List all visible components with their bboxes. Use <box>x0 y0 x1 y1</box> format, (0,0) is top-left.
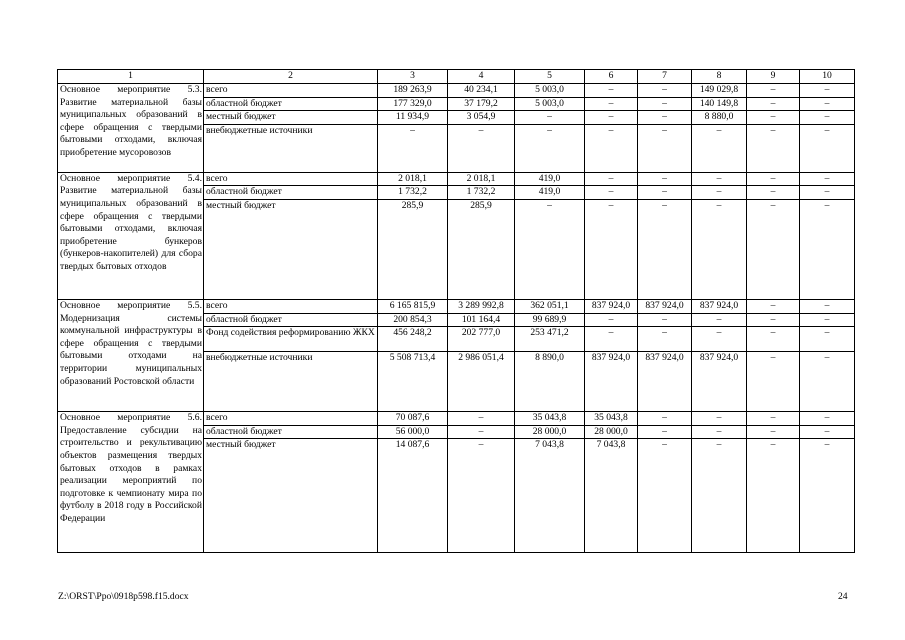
amount-cell: – <box>378 124 448 172</box>
amount-cell: 5 003,0 <box>515 84 585 98</box>
amount-cell: – <box>800 186 855 200</box>
funding-source: местный бюджет <box>204 199 378 299</box>
amount-cell: 837 924,0 <box>585 299 638 313</box>
activity-description: Основное мероприятие 5.3. Развитие материальной базы муниципальных образований в сфере обращения с твердыми бытовыми отходами, включая приобретение мусоровозов <box>58 84 204 173</box>
amount-cell: 14 087,6 <box>378 439 448 553</box>
amount-cell: – <box>800 439 855 553</box>
amount-cell: 362 051,1 <box>515 299 585 313</box>
amount-cell: 200 854,3 <box>378 313 448 327</box>
amount-cell: – <box>638 97 692 111</box>
amount-cell: – <box>800 172 855 186</box>
amount-cell: – <box>747 124 800 172</box>
amount-cell: 253 471,2 <box>515 327 585 352</box>
amount-cell: 5 508 713,4 <box>378 352 448 412</box>
amount-cell: – <box>515 124 585 172</box>
funding-source: областной бюджет <box>204 97 378 111</box>
amount-cell: 285,9 <box>448 199 515 299</box>
amount-cell: – <box>800 327 855 352</box>
funding-source: всего <box>204 84 378 98</box>
header-row <box>58 70 855 84</box>
amount-cell: 35 043,8 <box>515 412 585 426</box>
amount-cell: – <box>800 124 855 172</box>
amount-cell: 419,0 <box>515 172 585 186</box>
footer-page-number: 24 <box>838 591 848 602</box>
amount-cell: – <box>638 84 692 98</box>
amount-cell: 5 003,0 <box>515 97 585 111</box>
amount-cell: – <box>638 111 692 125</box>
column-header: 7 <box>638 70 692 84</box>
amount-cell: 2 986 051,4 <box>448 352 515 412</box>
amount-cell: 177 329,0 <box>378 97 448 111</box>
amount-cell: – <box>747 111 800 125</box>
table-row <box>58 84 855 98</box>
amount-cell: – <box>800 425 855 439</box>
amount-cell: 56 000,0 <box>378 425 448 439</box>
amount-cell: 1 732,2 <box>378 186 448 200</box>
amount-cell: 202 777,0 <box>448 327 515 352</box>
amount-cell: – <box>692 313 747 327</box>
amount-cell: – <box>692 327 747 352</box>
amount-cell: – <box>585 172 638 186</box>
amount-cell: – <box>800 111 855 125</box>
amount-cell: 837 924,0 <box>638 299 692 313</box>
amount-cell: – <box>638 425 692 439</box>
amount-cell: – <box>747 425 800 439</box>
amount-cell: – <box>800 412 855 426</box>
amount-cell: 6 165 815,9 <box>378 299 448 313</box>
column-header: 6 <box>585 70 638 84</box>
footer-file-path: Z:\ORST\Ppo\0918p598.f15.docx <box>58 591 189 602</box>
amount-cell: 99 689,9 <box>515 313 585 327</box>
funding-source: областной бюджет <box>204 425 378 439</box>
amount-cell: – <box>692 425 747 439</box>
funding-source: всего <box>204 412 378 426</box>
funding-source: всего <box>204 172 378 186</box>
amount-cell: – <box>638 199 692 299</box>
amount-cell: – <box>638 186 692 200</box>
activity-description: Основное мероприятие 5.5. Модернизация системы коммунальной инфраструктуры в сфере обращения с твердыми бытовыми отходами на территории муниципальных образований Ростовской области <box>58 299 204 411</box>
amount-cell: 101 164,4 <box>448 313 515 327</box>
amount-cell: – <box>638 313 692 327</box>
funding-source: местный бюджет <box>204 111 378 125</box>
amount-cell: – <box>585 186 638 200</box>
amount-cell: 419,0 <box>515 186 585 200</box>
amount-cell: – <box>747 84 800 98</box>
amount-cell: – <box>515 199 585 299</box>
amount-cell: 8 890,0 <box>515 352 585 412</box>
amount-cell: – <box>800 97 855 111</box>
amount-cell: – <box>747 352 800 412</box>
amount-cell: – <box>638 412 692 426</box>
column-header: 9 <box>747 70 800 84</box>
amount-cell: 140 149,8 <box>692 97 747 111</box>
amount-cell: 837 924,0 <box>692 299 747 313</box>
column-header: 8 <box>692 70 747 84</box>
funding-source: внебюджетные источники <box>204 352 378 412</box>
column-header: 5 <box>515 70 585 84</box>
amount-cell: – <box>692 439 747 553</box>
amount-cell: 37 179,2 <box>448 97 515 111</box>
amount-cell: – <box>638 172 692 186</box>
amount-cell: 7 043,8 <box>515 439 585 553</box>
amount-cell: 11 934,9 <box>378 111 448 125</box>
amount-cell: – <box>692 412 747 426</box>
funding-source: местный бюджет <box>204 439 378 553</box>
column-header: 1 <box>58 70 204 84</box>
amount-cell: – <box>747 186 800 200</box>
amount-cell: – <box>800 352 855 412</box>
amount-cell: 40 234,1 <box>448 84 515 98</box>
amount-cell: 837 924,0 <box>692 352 747 412</box>
amount-cell: 189 263,9 <box>378 84 448 98</box>
amount-cell: – <box>800 199 855 299</box>
amount-cell: 285,9 <box>378 199 448 299</box>
funding-source: областной бюджет <box>204 186 378 200</box>
column-header: 4 <box>448 70 515 84</box>
amount-cell: 1 732,2 <box>448 186 515 200</box>
column-header: 2 <box>204 70 378 84</box>
funding-source: областной бюджет <box>204 313 378 327</box>
amount-cell: – <box>585 111 638 125</box>
amount-cell: 28 000,0 <box>515 425 585 439</box>
amount-cell: – <box>747 199 800 299</box>
amount-cell: 456 248,2 <box>378 327 448 352</box>
amount-cell: – <box>747 412 800 426</box>
funding-source: внебюджетные источники <box>204 124 378 172</box>
amount-cell: – <box>747 313 800 327</box>
amount-cell: 149 029,8 <box>692 84 747 98</box>
amount-cell: – <box>800 313 855 327</box>
amount-cell: – <box>448 425 515 439</box>
amount-cell: – <box>692 199 747 299</box>
amount-cell: 3 054,9 <box>448 111 515 125</box>
amount-cell: 2 018,1 <box>448 172 515 186</box>
column-header: 10 <box>800 70 855 84</box>
amount-cell: – <box>585 124 638 172</box>
amount-cell: – <box>747 172 800 186</box>
amount-cell: – <box>692 124 747 172</box>
funding-source: всего <box>204 299 378 313</box>
amount-cell: – <box>448 412 515 426</box>
amount-cell: – <box>747 327 800 352</box>
activity-description: Основное мероприятие 5.6. Предоставление субсидии на строительство и рекультивацию объектов размещения твердых бытовых отходов в рамках реализации мероприятий по подготовке к чемпионату мира по футболу в 2018 году в Российской Федерации <box>58 412 204 553</box>
amount-cell: – <box>515 111 585 125</box>
amount-cell: – <box>585 199 638 299</box>
amount-cell: – <box>747 439 800 553</box>
amount-cell: 70 087,6 <box>378 412 448 426</box>
amount-cell: 837 924,0 <box>638 352 692 412</box>
amount-cell: 2 018,1 <box>378 172 448 186</box>
amount-cell: 28 000,0 <box>585 425 638 439</box>
amount-cell: – <box>747 299 800 313</box>
amount-cell: – <box>692 172 747 186</box>
amount-cell: 35 043,8 <box>585 412 638 426</box>
amount-cell: 8 880,0 <box>692 111 747 125</box>
amount-cell: – <box>585 313 638 327</box>
amount-cell: – <box>747 97 800 111</box>
activity-description: Основное мероприятие 5.4. Развитие материальной базы муниципальных образований в сфере обращения с твердыми бытовыми отходами, включая приобретение бункеров (бункеров-накопителей) для сбора твердых бытовых отходов <box>58 172 204 299</box>
amount-cell: – <box>638 124 692 172</box>
funding-source: Фонд содействия реформированию ЖКХ <box>204 327 378 352</box>
amount-cell: 837 924,0 <box>585 352 638 412</box>
amount-cell: – <box>800 299 855 313</box>
column-header: 3 <box>378 70 448 84</box>
amount-cell: – <box>585 97 638 111</box>
amount-cell: – <box>638 327 692 352</box>
amount-cell: – <box>585 327 638 352</box>
amount-cell: – <box>638 439 692 553</box>
budget-table <box>57 69 855 553</box>
amount-cell: – <box>800 84 855 98</box>
table-row <box>58 172 855 186</box>
amount-cell: – <box>692 186 747 200</box>
amount-cell: 3 289 992,8 <box>448 299 515 313</box>
amount-cell: – <box>448 124 515 172</box>
amount-cell: – <box>585 84 638 98</box>
amount-cell: – <box>448 439 515 553</box>
table-row <box>58 299 855 313</box>
table-row <box>58 412 855 426</box>
amount-cell: 7 043,8 <box>585 439 638 553</box>
